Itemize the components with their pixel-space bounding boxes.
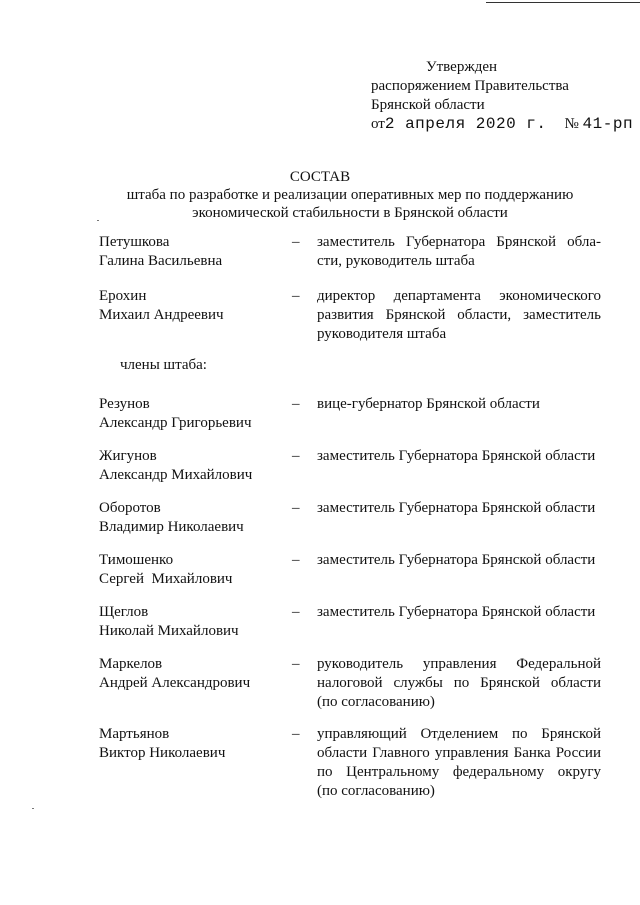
- approval-stamp: [371, 58, 633, 134]
- top-edge-line: [486, 2, 640, 3]
- dash: –: [292, 500, 300, 516]
- person-surname: Маркелов: [99, 656, 163, 672]
- approval-date-line: [371, 115, 633, 134]
- dash: –: [292, 604, 300, 620]
- dash: –: [292, 396, 300, 412]
- role-line: области Главного управления Банка России: [317, 745, 601, 761]
- person-given-name: Александр Григорьевич: [99, 415, 252, 431]
- approval-line-2: распоряжением Правительства: [371, 78, 569, 94]
- number-value: 41-рп: [582, 115, 634, 133]
- number-sign: №: [564, 116, 579, 132]
- person-surname: Мартьянов: [99, 726, 170, 742]
- document-heading: [100, 186, 600, 222]
- heading-line: штаба по разработке и реализации оперативных мер по поддержанию: [126, 187, 574, 203]
- person-name: [99, 551, 284, 589]
- person-surname: Резунов: [99, 396, 150, 412]
- dash: –: [292, 552, 300, 568]
- person-given-name: Михаил Андреевич: [99, 307, 224, 323]
- person-name: [99, 287, 284, 325]
- person-name: [99, 447, 284, 485]
- person-surname: Щеглов: [99, 604, 149, 620]
- role-line: развития Брянской области, заместитель: [317, 307, 601, 323]
- role-line: сти, руководитель штаба: [317, 253, 475, 269]
- person-role: [317, 725, 601, 801]
- person-given-name: Владимир Николаевич: [99, 519, 244, 535]
- approval-line-3: Брянской области: [371, 97, 485, 113]
- person-surname: Оборотов: [99, 500, 161, 516]
- person-name: [99, 499, 284, 537]
- person-name: [99, 655, 284, 693]
- person-role: [317, 551, 601, 570]
- role-line: заместитель Губернатора Брянской области: [317, 552, 596, 568]
- date-value: 2 апреля 2020 г.: [384, 115, 547, 133]
- role-line: (по согласованию): [317, 694, 435, 710]
- person-role: [317, 233, 601, 271]
- person-name: [99, 395, 284, 433]
- person-surname: Тимошенко: [99, 552, 174, 568]
- approval-line-1: Утвержден: [426, 59, 498, 75]
- person-role: [317, 499, 601, 518]
- role-line: по Центральному федеральному округу: [317, 764, 601, 780]
- person-given-name: Александр Михайлович: [99, 467, 253, 483]
- role-line: заместитель Губернатора Брянской обла-: [317, 234, 601, 250]
- person-role: [317, 395, 601, 414]
- role-line: управляющий Отделением по Брянской: [317, 726, 601, 742]
- heading-line: экономической стабильности в Брянской области: [192, 205, 508, 221]
- person-surname: Ерохин: [99, 288, 147, 304]
- role-line: руководителя штаба: [317, 326, 447, 342]
- dash: –: [292, 726, 300, 742]
- role-line: налоговой службы по Брянской области: [317, 675, 601, 691]
- role-line: заместитель Губернатора Брянской области: [317, 604, 596, 620]
- person-name: [99, 603, 284, 641]
- dash: –: [292, 234, 300, 250]
- role-line: руководитель управления Федеральной: [317, 656, 601, 672]
- role-line: заместитель Губернатора Брянской области: [317, 448, 596, 464]
- person-role: [317, 447, 601, 466]
- person-name: [99, 233, 284, 271]
- person-role: [317, 655, 601, 712]
- role-line: заместитель Губернатора Брянской области: [317, 500, 596, 516]
- dash: –: [292, 288, 300, 304]
- role-line: вице-губернатор Брянской области: [317, 396, 540, 412]
- person-given-name: Сергей Михайлович: [99, 571, 233, 587]
- person-surname: Петушкова: [99, 234, 170, 250]
- person-name: [99, 725, 284, 763]
- person-given-name: Виктор Николаевич: [99, 745, 226, 761]
- scan-mark: [97, 220, 99, 221]
- person-given-name: Галина Васильевна: [99, 253, 223, 269]
- role-line: директор департамента экономического: [317, 288, 601, 304]
- role-line: (по согласованию): [317, 783, 435, 799]
- scan-mark: [32, 808, 34, 809]
- dash: –: [292, 656, 300, 672]
- members-label: члены штаба:: [120, 357, 207, 373]
- date-prefix: от: [371, 116, 385, 132]
- dash: –: [292, 448, 300, 464]
- person-role: [317, 603, 601, 622]
- person-given-name: Андрей Александрович: [99, 675, 251, 691]
- person-role: [317, 287, 601, 344]
- document-title: СОСТАВ: [289, 169, 351, 185]
- person-surname: Жигунов: [99, 448, 157, 464]
- person-given-name: Николай Михайлович: [99, 623, 239, 639]
